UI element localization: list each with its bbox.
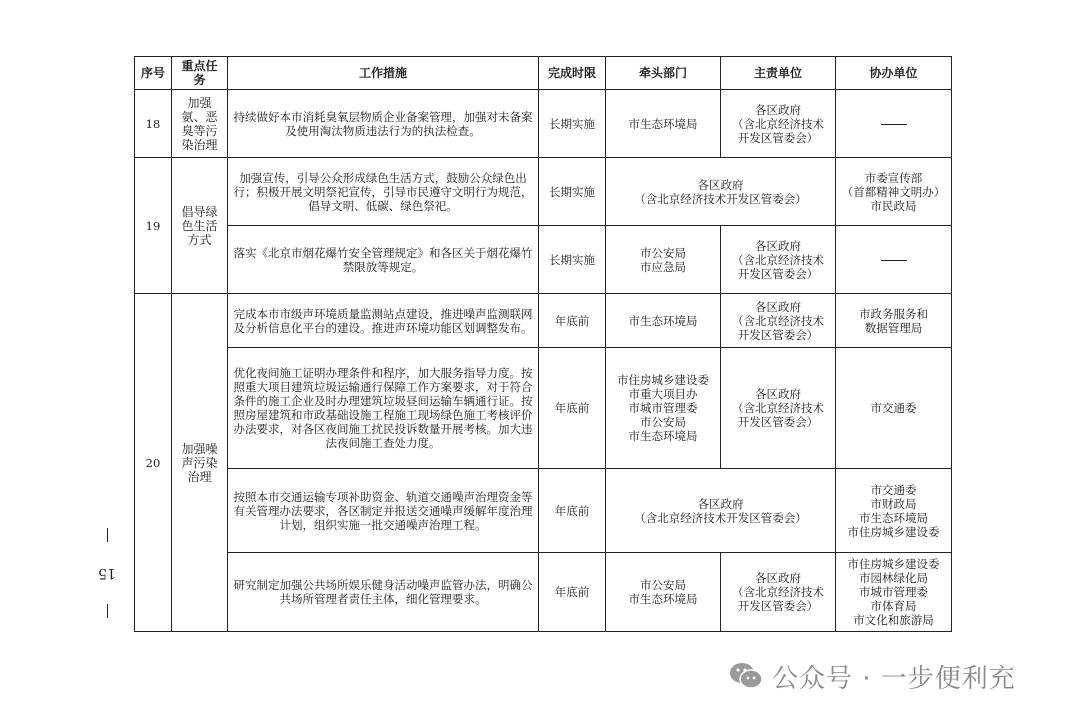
row-merged-units [606,469,836,553]
cell-line: 市体育局 [870,599,917,613]
row-lead [606,90,721,158]
table-row [135,294,952,348]
row-measure: 加强宣传，引导公众形成绿色生活方式，鼓励公众绿色出行；积极开展文明祭祀宣传，引导市民遵守文明行为规范，倡导文明、低碳、绿色祭祀。 [228,158,539,226]
task-table [134,56,952,632]
row-deadline: 年底前 [539,469,606,553]
row-assist [836,158,952,226]
cell-line: 市住房城乡建设委 [847,557,940,571]
row-no: 19 [135,158,172,294]
header-main: 主责单位 [721,57,836,90]
row-no: 20 [135,294,172,632]
table-row [135,158,952,226]
row-lead [606,348,721,469]
watermark-text: 公众号 · 一步便利充 [772,663,1016,694]
page-number [96,528,118,618]
row-lead [606,553,721,632]
cell-line: （含北京经济技术开发区管委会） [634,510,807,525]
header-measure: 工作措施 [228,57,539,90]
cell-line: 市生态环境局 [628,313,698,328]
row-deadline: 年底前 [539,294,606,348]
page-number-dash [107,604,108,618]
header-row [135,57,952,90]
row-task: 加强噪声污染治理 [172,294,228,632]
cell-line: 市文化和旅游局 [853,613,934,627]
row-task: 加强氨、恶臭等污染治理 [172,90,228,158]
row-deadline: 年底前 [539,553,606,632]
cell-line: 市生态环境局 [628,429,698,443]
cell-line: 市民政局 [870,198,917,213]
row-assist [836,553,952,632]
cell-line: 市生态环境局 [628,592,698,606]
table-row [135,553,952,632]
row-assist [836,90,952,158]
row-lead [606,226,721,294]
cell-line: （含北京经济技术 [732,313,824,328]
cell-line: 市生态环境局 [628,116,698,131]
cell-line: 市城市管理委 [628,401,698,415]
watermark [728,656,1016,696]
row-measure: 优化夜间施工证明办理条件和程序，加大服务指导力度。按照重大项目建筑垃圾运输通行保障工作方案要求，对于符合条件的施工企业及时办理建筑垃圾昼间运输车辆通行证。按照房屋建筑和市政基础设施工程施工现场绿色施工考核评价办法要求，对各区夜间施工扰民投诉数量开展考核。加大违法夜间施工查处力度。 [228,348,539,469]
row-deadline: 长期实施 [539,226,606,294]
row-deadline: 年底前 [539,348,606,469]
header-task: 重点任务 [172,57,228,90]
row-assist [836,226,952,294]
row-measure: 完成本市市级声环境质量监测站点建设，推进噪声监测联网及分析信息化平台的建设。推进声环境功能区划调整发布。 [228,294,539,348]
cell-line: （含北京经济技术 [732,585,824,599]
row-deadline: 长期实施 [539,158,606,226]
table-row [135,90,952,158]
cell-line: 市园林绿化局 [859,571,928,585]
cell-line: 各区政府 [755,102,801,117]
cell-line: 市公安局 [640,245,686,260]
cell-line: 市公安局 [640,415,686,429]
row-task: 倡导绿色生活方式 [172,158,228,294]
cell-line: 市交通委 [870,482,917,497]
row-assist [836,348,952,469]
cell-line: （含北京经济技术 [732,252,824,267]
cell-line: 各区政府 [755,387,801,401]
row-main [721,226,836,294]
row-assist [836,294,952,348]
row-assist [836,469,952,553]
cell-line: 各区政府 [697,177,744,192]
row-main [721,90,836,158]
cell-line: 各区政府 [755,238,801,253]
cell-line: 市公安局 [640,578,686,592]
cell-line: 开发区管委会） [737,266,819,281]
cell-line: 市交通委 [870,401,917,415]
page-number-dash [107,528,108,542]
row-measure: 持续做好本市消耗臭氧层物质企业备案管理，加强对未备案及使用淘汰物质违法行为的执法检查。 [228,90,539,158]
table-row [135,226,952,294]
empty-dash [881,124,907,125]
cell-line: 开发区管委会） [737,415,819,429]
header-no: 序号 [135,57,172,90]
cell-line: 市住房城乡建设委 [847,524,940,539]
cell-line: （含北京经济技术 [732,401,824,415]
row-main [721,294,836,348]
cell-line: 各区政府 [697,496,744,511]
cell-line: 市重大项目办 [628,387,698,401]
cell-line: 市城市管理委 [859,585,928,599]
empty-dash [881,260,907,261]
header-assist: 协办单位 [836,57,952,90]
cell-line: 开发区管委会） [737,327,819,342]
row-main [721,553,836,632]
table-row [135,469,952,553]
cell-line: 市生态环境局 [859,510,928,525]
cell-line: （含北京经济技术 [732,116,824,131]
cell-line: 数据管理局 [864,320,923,335]
cell-line: 各区政府 [755,571,801,585]
cell-line: 市委宣传部 [864,170,923,185]
row-deadline: 长期实施 [539,90,606,158]
table-row [135,348,952,469]
wechat-icon [728,660,764,692]
cell-line: （含北京经济技术开发区管委会） [634,191,807,206]
cell-line: 各区政府 [755,299,801,314]
row-lead [606,294,721,348]
row-measure: 研究制定加强公共场所娱乐健身活动噪声监管办法，明确公共场所管理者责任主体，细化管理要求。 [228,553,539,632]
row-merged-units [606,158,836,226]
row-main [721,348,836,469]
cell-line: 市财政局 [870,496,917,511]
cell-line: 市住房城乡建设委 [617,373,709,387]
cell-line: 开发区管委会） [737,130,819,145]
row-measure: 落实《北京市烟花爆竹安全管理规定》和各区关于烟花爆竹禁限放等规定。 [228,226,539,294]
cell-line: 市应急局 [640,259,686,274]
cell-line: 市政务服务和 [859,306,928,321]
cell-line: （首都精神文明办） [841,184,946,199]
header-lead: 牵头部门 [606,57,721,90]
header-deadline: 完成时限 [539,57,606,90]
page-number-text: 15 [98,564,116,581]
row-no: 18 [135,90,172,158]
cell-line: 开发区管委会） [737,599,819,613]
row-measure: 按照本市交通运输专项补助资金、轨道交通噪声治理资金等有关管理办法要求，各区制定并报送交通噪声缓解年度治理计划，组织实施一批交通噪声治理工程。 [228,469,539,553]
